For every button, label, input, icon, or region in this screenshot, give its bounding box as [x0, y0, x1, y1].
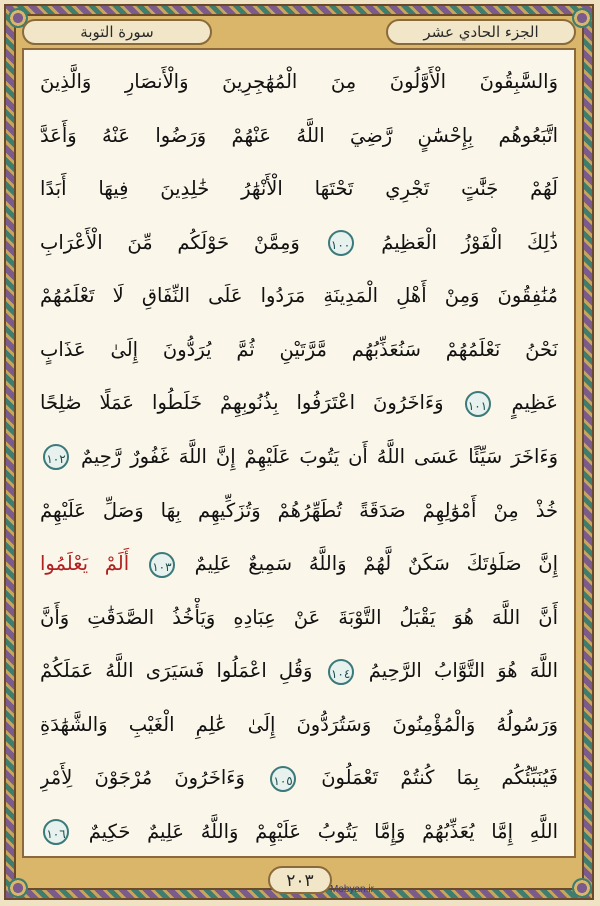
line-text: وَمِمَّنْ حَوْلَكُم مِّنَ الْأَعْرَابِ: [40, 230, 300, 254]
verse-line: [40, 276, 558, 316]
page-header: [22, 18, 576, 46]
verse-line: [40, 169, 558, 209]
verse-line: [40, 437, 558, 477]
page-number: ٢٠٣: [268, 866, 332, 894]
verse-line: [40, 330, 558, 370]
line-text: اللَّهَ هُوَ التَّوَّابُ الرَّحِيمُ: [368, 659, 558, 683]
line-text: نَحْنُ نَعْلَمُهُمْ سَنُعَذِّبُهُم مَّرَّتَيْنِ ثُمَّ يُرَدُّونَ إِلَىٰ عَذَابٍ: [40, 337, 558, 361]
line-text: أَنَّ اللَّهَ هُوَ يَقْبَلُ التَّوْبَةَ عَنْ عِبَادِهِ وَيَأْخُذُ الصَّدَقَٰتِ وَأَنَّ: [40, 605, 558, 629]
verse-line: [40, 491, 558, 531]
verse-line: [40, 223, 558, 263]
verse-line: [40, 116, 558, 156]
line-text: وَءَاخَرَ سَيِّئًا عَسَى اللَّهُ أَن يَتُوبَ عَلَيْهِمْ إِنَّ اللَّهَ غَفُورٌ رَّحِيمٌ: [80, 444, 558, 468]
line-text: اتَّبَعُوهُم بِإِحْسَٰنٍ رَّضِيَ اللَّهُ عَنْهُمْ وَرَضُوا عَنْهُ وَأَعَدَّ: [40, 123, 558, 147]
line-text: وَرَسُولُهُ وَالْمُؤْمِنُونَ وَسَتُرَدُّونَ إِلَىٰ عَٰلِمِ الْغَيْبِ وَالشَّهَٰدَةِ: [40, 712, 558, 736]
line-text: اللَّهِ إِمَّا يُعَذِّبُهُمْ وَإِمَّا يَتُوبُ عَلَيْهِمْ وَاللَّهُ عَلِيمٌ حَكِيمٌ: [88, 819, 558, 843]
ayah-number-marker: ١٠٠: [328, 230, 354, 256]
line-text: خُذْ مِنْ أَمْوَٰلِهِمْ صَدَقَةً تُطَهِّرُهُمْ وَتُزَكِّيهِم بِهَا وَصَلِّ عَلَيْهِمْ: [40, 498, 558, 522]
verse-line: [40, 758, 558, 798]
line-text: عَظِيمٍ: [511, 391, 558, 415]
ayah-number-marker: ١٠٦: [43, 819, 69, 845]
line-text: إِنَّ صَلَوٰتَكَ سَكَنٌ لَّهُمْ وَاللَّهُ سَمِيعٌ عَلِيمٌ: [194, 552, 558, 576]
verse-line: [40, 812, 558, 852]
verse-line: [40, 383, 558, 423]
watermark: Mobyan.ir: [330, 884, 374, 895]
line-text: ذَٰلِكَ الْفَوْزُ الْعَظِيمُ: [381, 230, 558, 254]
ayah-number-marker: ١٠٣: [149, 552, 175, 578]
line-text: وَقُلِ اعْمَلُوا فَسَيَرَى اللَّهُ عَمَلَكُمْ: [40, 659, 313, 683]
ayah-number-marker: ١٠١: [465, 391, 491, 417]
verse-lines: [40, 62, 558, 852]
verse-line: [40, 705, 558, 745]
line-text: مُنَٰفِقُونَ وَمِنْ أَهْلِ الْمَدِينَةِ مَرَدُوا عَلَى النِّفَاقِ لَا تَعْلَمُهُمْ: [40, 284, 558, 308]
page-footer: [0, 862, 600, 902]
verse-line: [40, 651, 558, 691]
line-text: فَيُنَبِّئُكُم بِمَا كُنتُمْ تَعْمَلُونَ: [321, 766, 558, 790]
verse-line: [40, 544, 558, 584]
line-text: لَهُمْ جَنَّٰتٍ تَجْرِي تَحْتَهَا الْأَنْهَٰرُ خَٰلِدِينَ فِيهَا أَبَدًا: [40, 177, 558, 201]
ayah-number-marker: ١٠٢: [43, 444, 69, 470]
line-text: أَلَمْ يَعْلَمُوا: [40, 552, 130, 576]
juz-name: الجزء الحادي عشر: [386, 19, 576, 45]
verse-line: [40, 598, 558, 638]
verse-line: [40, 62, 558, 102]
ayah-number-marker: ١٠٤: [328, 659, 354, 685]
ayah-number-marker: ١٠٥: [270, 766, 296, 792]
line-text: وَءَاخَرُونَ مُرْجَوْنَ لِأَمْرِ: [40, 766, 245, 790]
surah-name: سورة التوبة: [22, 19, 212, 45]
line-text: وَءَاخَرُونَ اعْتَرَفُوا بِذُنُوبِهِمْ خَلَطُوا عَمَلًا صَٰلِحًا: [40, 391, 444, 415]
line-text: وَالسَّٰبِقُونَ الْأَوَّلُونَ مِنَ الْمُهَٰجِرِينَ وَالْأَنصَارِ وَالَّذِينَ: [40, 70, 558, 93]
